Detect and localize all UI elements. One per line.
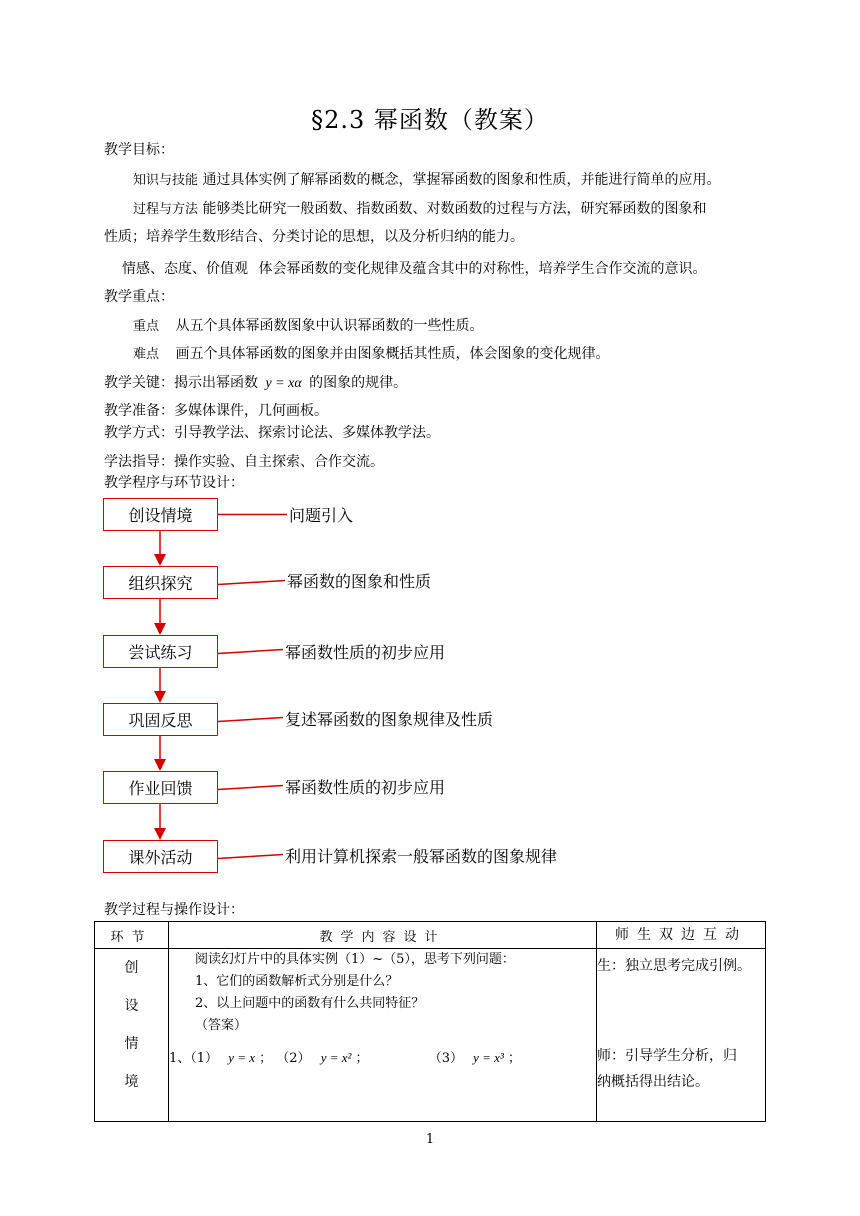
- interaction-teacher-line1: 师：引导学生分析，归: [597, 1048, 737, 1064]
- stage-char-4: 境: [124, 1074, 139, 1090]
- answer-2: y = x²: [320, 1050, 352, 1065]
- key-step-suffix: 的图象的规律。: [309, 375, 408, 391]
- flow-desc-6: 利用计算机探索一般幂函数的图象规律: [285, 847, 558, 866]
- stage-cell: [95, 949, 169, 1122]
- interaction-cell: [597, 949, 766, 1122]
- content-answers: [169, 1047, 596, 1070]
- answer-1: y = x: [228, 1050, 255, 1065]
- emotion-text: 体会幂函数的变化规律及蕴含其中的对称性，培养学生合作交流的意识。: [258, 261, 707, 277]
- stage-char-2: 设: [124, 998, 139, 1014]
- process-text-line1: 能够类比研究一般函数、指数函数、对数函数的过程与方法，研究幂函数的图象和: [202, 201, 707, 217]
- emotion-label: 情感、态度、价值观: [122, 261, 248, 277]
- process-table: [94, 921, 766, 1122]
- stage-char-3: 情: [124, 1036, 139, 1052]
- flow-desc-1: 问题引入: [289, 506, 354, 525]
- flow-connector-line: [218, 718, 283, 722]
- methods-line: 教学方式：引导教学法、探索讨论法、多媒体教学法。: [104, 425, 440, 441]
- header-interaction: 师生双边互动: [597, 922, 766, 949]
- flow-desc-5: 幂函数性质的初步应用: [285, 778, 446, 797]
- prep-line: 教学准备：多媒体课件，几何画板。: [104, 403, 328, 419]
- flow-step-3: 尝试练习: [103, 635, 218, 668]
- flow-connector-line: [218, 581, 285, 585]
- flow-step-4: 巩固反思: [103, 703, 218, 736]
- table-row: [95, 949, 766, 1122]
- answer-3: y = x³: [473, 1050, 504, 1065]
- flow-step-2: 组织探究: [103, 566, 218, 599]
- answer-sep-2: ；: [355, 1051, 369, 1066]
- table-header-row: [95, 922, 766, 949]
- flow-connector-line: [218, 855, 283, 859]
- interaction-teacher-line2: 纳概括得出结论。: [597, 1074, 709, 1090]
- flow-step-1: 创设情境: [103, 498, 218, 531]
- content-line-2: 1、它们的函数解析式分别是什么？: [195, 974, 399, 989]
- content-cell: [169, 949, 597, 1122]
- flow-step-5: 作业回馈: [103, 771, 218, 804]
- key-points-heading: 教学重点：: [104, 289, 174, 305]
- flow-step-6: 课外活动: [103, 840, 218, 873]
- key-step-label: 教学关键：揭示出幂函数: [104, 375, 258, 391]
- header-content: 教学内容设计: [169, 922, 597, 949]
- content-line-4: （答案）: [195, 1018, 248, 1033]
- flow-desc-2: 幂函数的图象和性质: [287, 572, 432, 591]
- process-label: 过程与方法: [133, 202, 199, 217]
- answer-sep-3: ；: [507, 1051, 521, 1066]
- process-text-line2: 性质；培养学生数形结合、分类讨论的思想，以及分析归纳的能力。: [104, 229, 524, 245]
- page-number: 1: [425, 1132, 435, 1147]
- flow-connector-line: [218, 650, 283, 654]
- knowledge-label: 知识与技能: [133, 173, 199, 188]
- objectives-heading: 教学目标：: [104, 142, 174, 158]
- interaction-student: 生：独立思考完成引例。: [597, 958, 751, 974]
- flow-connector-line: [218, 786, 283, 790]
- key-step-formula: y = xα: [265, 376, 302, 391]
- focus-text: 从五个具体幂函数图象中认识幂函数的一些性质。: [175, 318, 484, 334]
- flow-desc-3: 幂函数性质的初步应用: [285, 643, 446, 662]
- stage-char-1: 创: [124, 960, 139, 976]
- answer-prefix: 1、（1）: [169, 1051, 219, 1066]
- answer-3-prefix: （3）: [428, 1051, 463, 1066]
- header-stage: 环节: [95, 922, 169, 949]
- study-line: 学法指导：操作实验、自主探索、合作交流。: [104, 454, 384, 470]
- content-line-1: 阅读幻灯片中的具体实例（1）~（5），思考下列问题：: [195, 952, 515, 967]
- content-line-3: 2、以上问题中的函数有什么共同特征？: [195, 996, 425, 1011]
- focus-label: 重点: [133, 319, 160, 334]
- difficulty-label: 难点: [133, 347, 160, 362]
- flow-heading: 教学程序与环节设计：: [104, 475, 244, 491]
- answer-sep-1: ； （2）: [259, 1051, 311, 1066]
- process-heading: 教学过程与操作设计：: [104, 902, 244, 918]
- difficulty-text: 画五个具体幂函数的图象并由图象概括其性质，体会图象的变化规律。: [175, 346, 610, 362]
- flow-desc-4: 复述幂函数的图象规律及性质: [285, 710, 494, 729]
- knowledge-text: 通过具体实例了解幂函数的概念，掌握幂函数的图象和性质，并能进行简单的应用。: [202, 172, 721, 188]
- page-title: §2.3 幂函数（教案）: [311, 106, 549, 134]
